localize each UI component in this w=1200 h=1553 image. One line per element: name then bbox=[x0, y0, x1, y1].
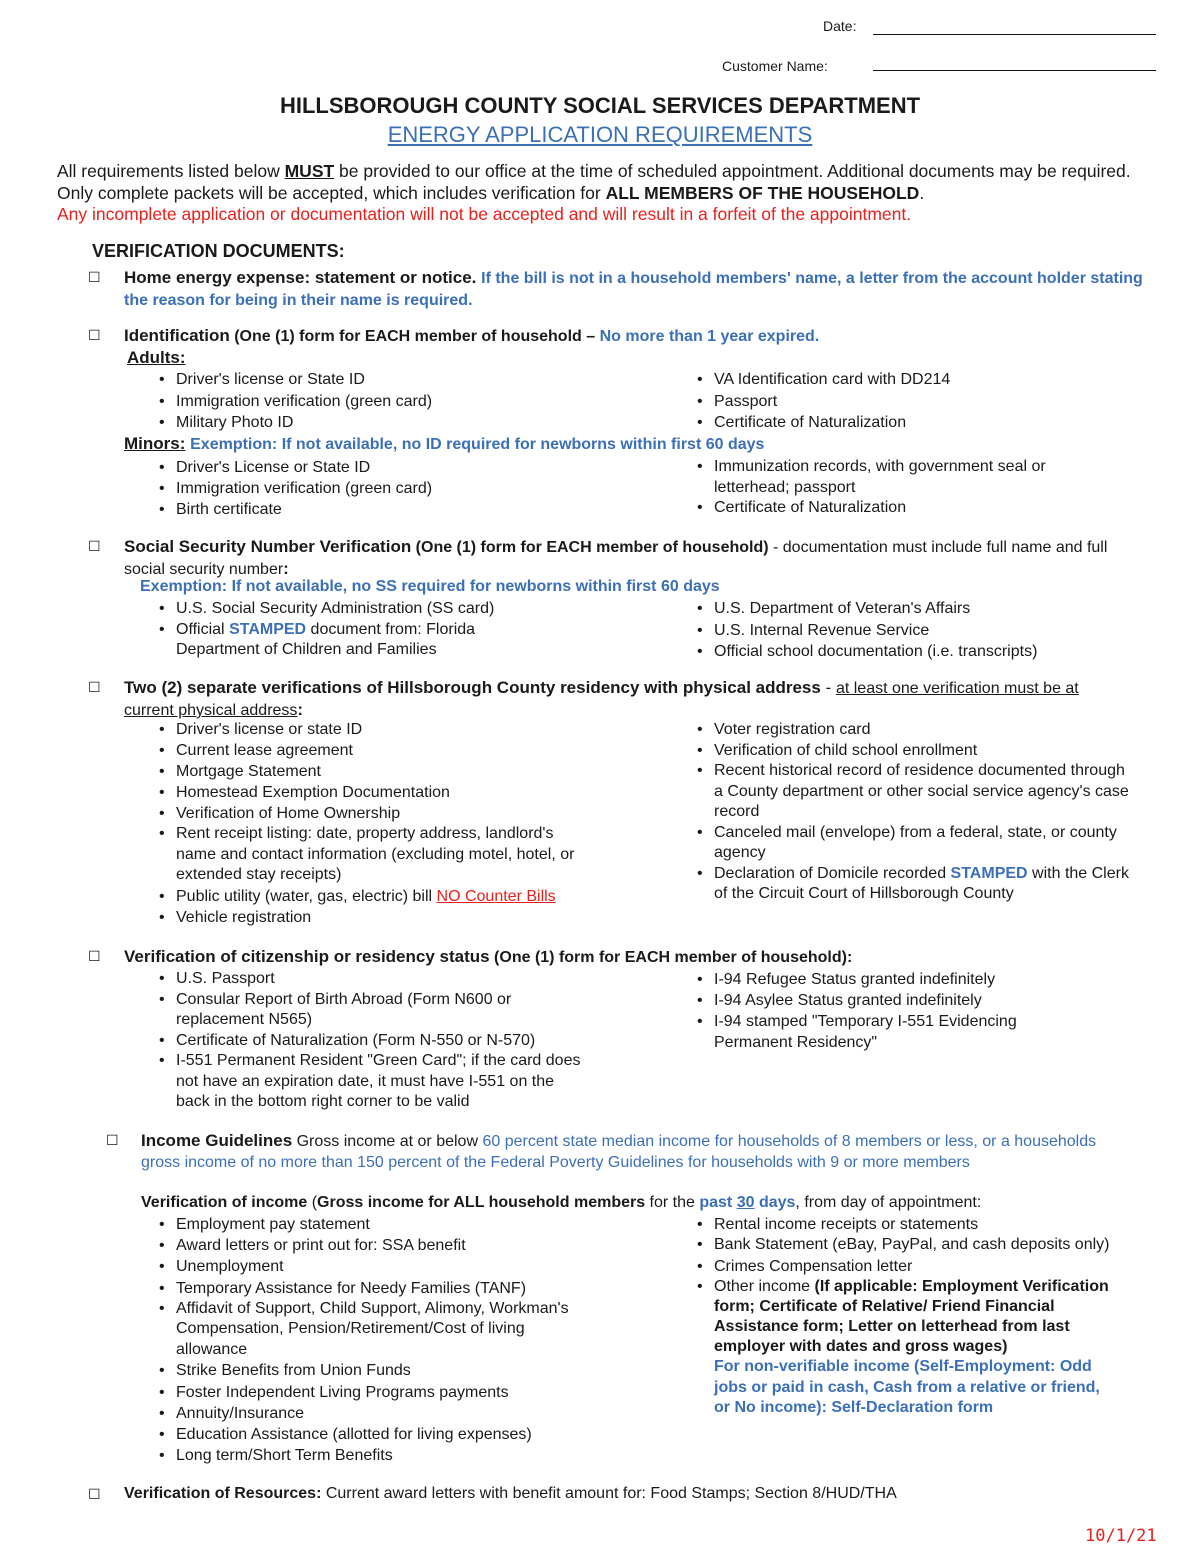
section-residency-header: Two (2) separate verifications of Hillsborough County residency with physical address - at least one verification must be at current physical address: bbox=[124, 678, 1079, 719]
ssn-list-right bbox=[694, 598, 1154, 663]
checkbox-energy[interactable]: ☐ bbox=[88, 270, 101, 286]
list-item: • Official STAMPED document from: Florida Department of Children and Families bbox=[156, 620, 516, 660]
list-item: • Bank Statement (eBay, PayPal, and cash deposits only) bbox=[694, 1235, 1119, 1256]
ssn-list-left bbox=[156, 598, 516, 660]
list-item: • Certificate of Naturalization bbox=[694, 412, 1154, 434]
list-item: • Driver's license or state ID bbox=[156, 719, 586, 740]
list-item: • Rent receipt listing: date, property address, landlord's name and contact information (excluding motel, hotel, or extended stay receipts) bbox=[156, 824, 586, 886]
list-item: • I-551 Permanent Resident "Green Card"; if the card does not have an expiration date, it must have I-551 on the back in the bottom right corner to be valid bbox=[156, 1051, 586, 1113]
list-item: • Voter registration card bbox=[694, 719, 1134, 740]
list-item: • Birth certificate bbox=[156, 499, 596, 520]
list-item: • Consular Report of Birth Abroad (Form N600 or replacement N565) bbox=[156, 990, 586, 1031]
section-income-header: Income Guidelines Gross income at or below 60 percent state median income for households of 8 members or less, or a households gross income of no more than 150 percent of the Federal Poverty Guidelines for households with 9 or more members bbox=[141, 1131, 1097, 1171]
list-item: • U.S. Department of Veteran's Affairs bbox=[694, 598, 1154, 620]
list-item: • Unemployment bbox=[156, 1256, 586, 1277]
minors-list-right bbox=[694, 457, 1094, 519]
list-item: • U.S. Internal Revenue Service bbox=[694, 620, 1154, 642]
list-item: • U.S. Passport bbox=[156, 969, 586, 990]
section-identification-header: Identification (One (1) form for EACH member of household – No more than 1 year expired. bbox=[124, 326, 820, 345]
non-verifiable-income-note: For non-verifiable income (Self-Employment: Odd jobs or paid in cash, Cash from a relative or friend, or No income): Self-Declaration form bbox=[714, 1358, 1100, 1416]
incomplete-warning: Any incomplete application or documentation will not be accepted and will result in a forfeit of the appointment. bbox=[57, 204, 912, 224]
list-item: • Public utility (water, gas, electric) bill NO Counter Bills bbox=[156, 886, 586, 907]
section-ssn-header: Social Security Number Verification (One (1) form for EACH member of household) - documentation must include full name and full social security number: bbox=[124, 537, 1108, 578]
list-item: • Verification of child school enrollment bbox=[694, 740, 1134, 761]
income-list-right bbox=[694, 1214, 1119, 1418]
list-item: • Passport bbox=[694, 391, 1154, 413]
page-title: HILLSBOROUGH COUNTY SOCIAL SERVICES DEPARTMENT bbox=[279, 93, 921, 118]
citizenship-list-right bbox=[694, 969, 1094, 1053]
list-item: • Award letters or print out for: SSA benefit bbox=[156, 1235, 586, 1256]
list-item: • Temporary Assistance for Needy Families (TANF) bbox=[156, 1278, 586, 1299]
list-item: • Strike Benefits from Union Funds bbox=[156, 1360, 586, 1381]
list-item: • VA Identification card with DD214 bbox=[694, 369, 1154, 391]
income-verification-line: Verification of income (Gross income for ALL household members for the past 30 days, from day of appointment: bbox=[141, 1194, 982, 1211]
adults-list-right bbox=[694, 369, 1154, 434]
list-item: • Driver's license or State ID bbox=[156, 369, 596, 391]
footer-date: 10/1/21 bbox=[1085, 1526, 1157, 1546]
date-field[interactable] bbox=[873, 34, 1156, 35]
list-item: • Long term/Short Term Benefits bbox=[156, 1445, 586, 1466]
minors-list-left bbox=[156, 457, 596, 520]
income-list-left bbox=[156, 1214, 586, 1466]
customer-name-label: Customer Name: bbox=[722, 58, 828, 74]
list-item: • Recent historical record of residence documented through a County department or other social service agency's case record bbox=[694, 761, 1134, 823]
list-item: • Canceled mail (envelope) from a federal, state, or county agency bbox=[694, 823, 1134, 864]
intro-paragraph: All requirements listed below MUST be provided to our office at the time of scheduled appointment. Additional documents may be required. Only complete packets will be accepted, which includes verification for ALL MEMBERS OF THE HOUSEHOLD. Any incomplete application or documentation will not be accepted and will result in a forfeit of the appointment. bbox=[57, 161, 1131, 224]
residency-list-left bbox=[156, 719, 586, 928]
list-item: • Rental income receipts or statements bbox=[694, 1214, 1119, 1235]
section-energy: Home energy expense: statement or notice. If the bill is not in a household members' name, a letter from the account holder stating the reason for being in their name is required. bbox=[124, 268, 1143, 309]
list-item: • I-94 stamped "Temporary I-551 Evidencing Permanent Residency" bbox=[694, 1011, 1094, 1053]
list-item: • Driver's License or State ID bbox=[156, 457, 596, 478]
checkbox-resources[interactable]: ☐ bbox=[88, 1487, 101, 1503]
ssn-exemption: Exemption: If not available, no SS required for newborns within first 60 days bbox=[140, 578, 720, 595]
citizenship-list-left bbox=[156, 969, 586, 1113]
adults-list-left bbox=[156, 369, 596, 434]
section-resources: Verification of Resources: Current award letters with benefit amount for: Food Stamps; Section 8/HUD/THA bbox=[124, 1485, 897, 1502]
list-item: • U.S. Social Security Administration (SS card) bbox=[156, 598, 516, 620]
list-item: • Mortgage Statement bbox=[156, 761, 586, 782]
list-item: • Current lease agreement bbox=[156, 740, 586, 761]
list-item: • Immigration verification (green card) bbox=[156, 391, 596, 413]
list-item: • Military Photo ID bbox=[156, 412, 596, 434]
customer-name-field[interactable] bbox=[873, 70, 1156, 71]
list-item: • Immunization records, with government seal or letterhead; passport bbox=[694, 457, 1094, 498]
list-item: • Foster Independent Living Programs payments bbox=[156, 1382, 586, 1403]
adults-label: Adults: bbox=[127, 348, 186, 367]
list-item: • I-94 Refugee Status granted indefinitely bbox=[694, 969, 1094, 990]
list-item: • Vehicle registration bbox=[156, 907, 586, 928]
checkbox-income[interactable]: ☐ bbox=[106, 1133, 119, 1149]
verification-heading: VERIFICATION DOCUMENTS: bbox=[92, 241, 345, 261]
list-item: • Homestead Exemption Documentation bbox=[156, 782, 586, 803]
list-item: • Education Assistance (allotted for living expenses) bbox=[156, 1424, 586, 1445]
date-label: Date: bbox=[823, 18, 857, 34]
list-item: • I-94 Asylee Status granted indefinitely bbox=[694, 990, 1094, 1011]
list-item: • Verification of Home Ownership bbox=[156, 803, 586, 824]
list-item: • Employment pay statement bbox=[156, 1214, 586, 1235]
residency-list-right bbox=[694, 719, 1134, 905]
checkbox-citizenship[interactable]: ☐ bbox=[88, 949, 101, 965]
checkbox-ssn[interactable]: ☐ bbox=[88, 539, 101, 555]
list-item: • Annuity/Insurance bbox=[156, 1403, 586, 1424]
list-item: • Certificate of Naturalization (Form N-550 or N-570) bbox=[156, 1031, 586, 1052]
section-citizenship-header: Verification of citizenship or residency status (One (1) form for EACH member of household): bbox=[124, 947, 853, 966]
list-item: • Declaration of Domicile recorded STAMPED with the Clerk of the Circuit Court of Hillsborough County bbox=[694, 864, 1134, 905]
list-item: • Other income (If applicable: Employment Verification form; Certificate of Relative/ Friend Financial Assistance form; Letter on letterhead from last employer with dates and gross wages) For non-verifiable income (Self-Employment: Odd jobs or paid in cash, Cash from a relative or friend, or No income): Self-Declaration form bbox=[694, 1277, 1119, 1418]
list-item: • Crimes Compensation letter bbox=[694, 1256, 1119, 1277]
checkbox-identification[interactable]: ☐ bbox=[88, 328, 101, 344]
minors-row: Minors: Exemption: If not available, no ID required for newborns within first 60 days bbox=[124, 434, 765, 453]
list-item: • Official school documentation (i.e. transcripts) bbox=[694, 641, 1154, 663]
page-subtitle: ENERGY APPLICATION REQUIREMENTS bbox=[387, 122, 813, 147]
list-item: • Affidavit of Support, Child Support, Alimony, Workman's Compensation, Pension/Retirement/Cost of living allowance bbox=[156, 1299, 586, 1361]
list-item: • Immigration verification (green card) bbox=[156, 478, 596, 499]
list-item: • Certificate of Naturalization bbox=[694, 498, 1094, 519]
checkbox-residency[interactable]: ☐ bbox=[88, 680, 101, 696]
